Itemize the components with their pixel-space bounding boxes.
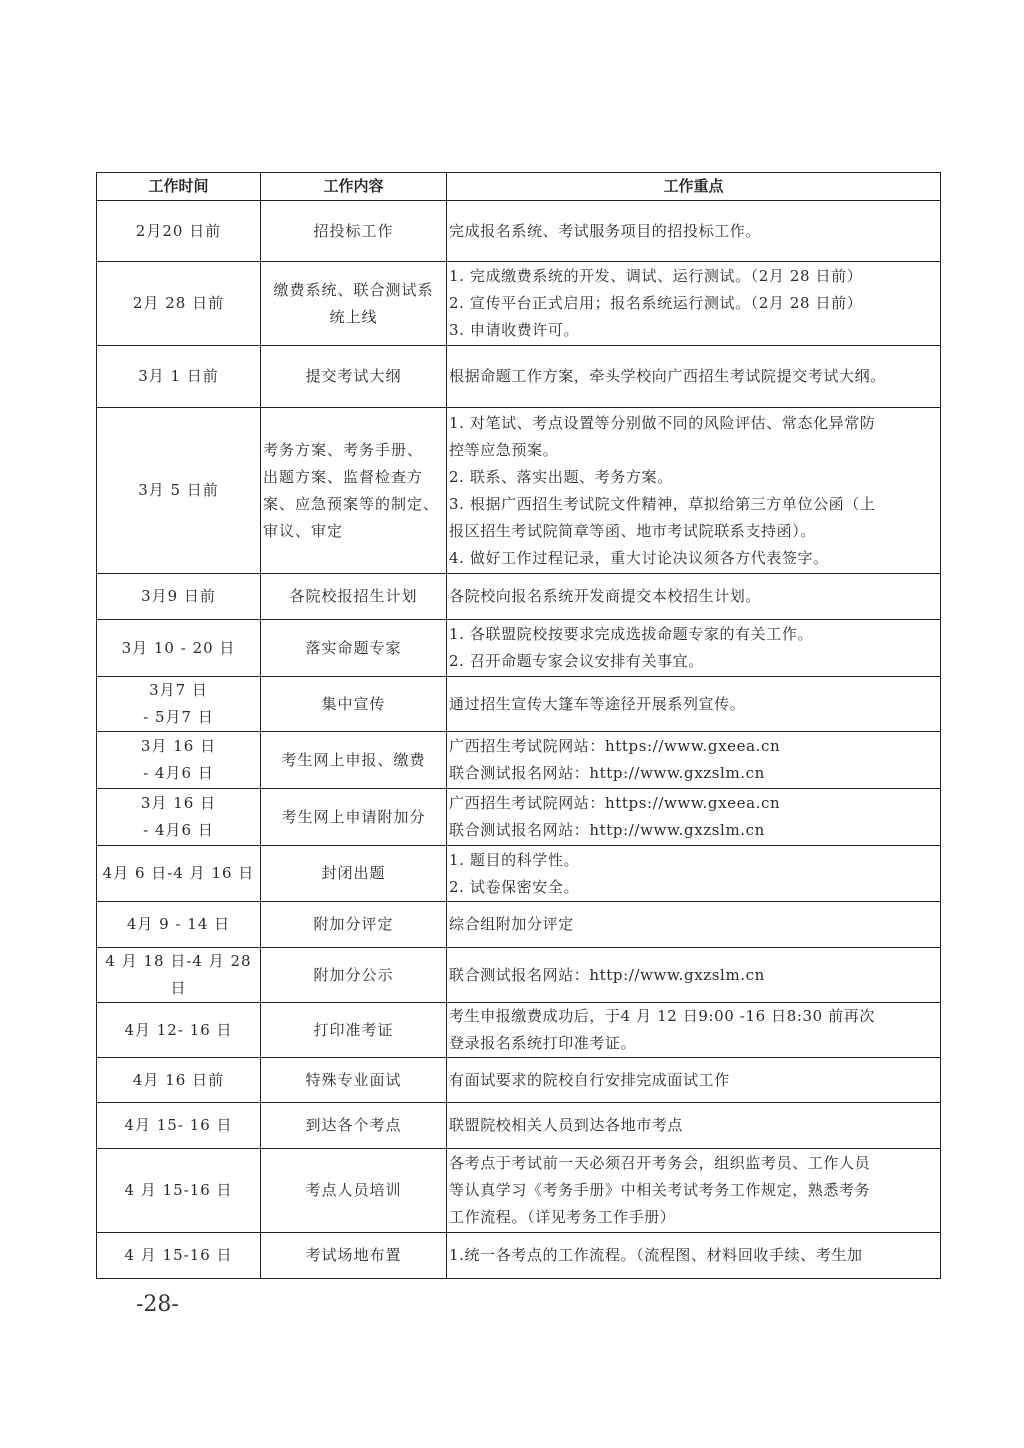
content-cell [261,346,447,408]
table-row [97,620,941,677]
time-cell [97,346,261,408]
table-row [97,732,941,789]
content-cell [261,902,447,948]
table-row [97,408,941,574]
content-line: 考务方案、考务手册、 [263,440,424,459]
work-schedule-table [96,172,941,1279]
time-line: 4 月 15-16 日 [124,1246,233,1264]
focus-cell [447,948,941,1003]
time-cell [97,620,261,677]
focus-line: 通过招生宣传大篷车等途径开展系列宣传。 [449,694,746,713]
time-cell [97,574,261,620]
focus-cell [447,1103,941,1149]
content-cell [261,1233,447,1279]
focus-line: 联合测试报名网站：http://www.gxzslm.cn [449,821,765,839]
content-line: 考生网上申请附加分 [281,807,426,826]
time-line: 3月 16 日 [140,737,217,755]
table-row [97,1058,941,1103]
time-line: 3月 16 日 [140,794,217,812]
content-line: 考生网上申报、缴费 [281,750,426,769]
time-line: 4月 6 日-4 月 16 日 [102,864,255,882]
table-row [97,262,941,346]
time-line: 4月 12- 16 日 [124,1020,233,1039]
content-cell [261,1058,447,1103]
focus-line: 综合组附加分评定 [449,915,574,933]
content-cell [261,948,447,1003]
table-row [97,677,941,732]
focus-line: 3. 申请收费许可。 [449,321,580,339]
focus-cell [447,902,941,948]
focus-line: 完成报名系统、考试服务项目的招投标工作。 [449,221,762,240]
time-line: 3月 10 - 20 日 [121,638,236,657]
focus-line: 广西招生考试院网站：https://www.gxeea.cn [449,737,781,755]
focus-line: 根据命题工作方案，牵头学校向广西招生考试院提交考试大纲。 [449,367,886,385]
content-line: 考点人员培训 [305,1181,402,1199]
time-line: 2月20 日前 [135,221,222,240]
content-line: 附加分评定 [313,915,394,933]
focus-line: 3. 根据广西招生考试院文件精神，草拟给第三方单位公函（上 [449,494,876,513]
time-line: 3月 5 日前 [138,481,219,499]
focus-line: 联合测试报名网站：http://www.gxzslm.cn [449,764,765,782]
time-line: 4 月 15-16 日 [124,1181,233,1199]
focus-cell [447,732,941,789]
table-row [97,1103,941,1149]
content-line: 案、应急预案等的制定、 [263,494,440,513]
focus-cell [447,789,941,846]
focus-line: 有面试要求的院校自行安排完成面试工作 [449,1070,730,1089]
content-line: 招投标工作 [313,221,394,240]
time-cell [97,948,261,1003]
content-cell [261,262,447,346]
focus-line: 2. 试卷保密安全。 [449,877,580,896]
time-line: 4月 15- 16 日 [124,1116,233,1134]
focus-line: 报区招生考试院简章等函、地市考试院联系支持函）。 [449,521,816,540]
time-cell [97,1149,261,1233]
focus-line: 4. 做好工作过程记录，重大讨论决议须各方代表签字。 [449,548,829,567]
focus-line: 1. 题目的科学性。 [449,850,580,869]
focus-line: 各院校向报名系统开发商提交本校招生计划。 [449,587,762,605]
time-cell [97,201,261,262]
page-number: -28- [136,1292,179,1317]
header-work-time: 工作时间 [97,173,261,201]
focus-line: 2. 联系、落实出题、考务方案。 [449,467,673,486]
content-line: 打印准考证 [313,1020,394,1039]
focus-line: 2. 宣传平台正式启用；报名系统运行测试。（2月 28 日前） [449,294,863,312]
time-cell [97,902,261,948]
time-line: - 4月6 日 [143,821,214,839]
table-row [97,574,941,620]
time-line: 3月 1 日前 [138,367,219,385]
focus-line: 1. 完成缴费系统的开发、调试、运行测试。（2月 28 日前） [449,267,863,285]
content-line: 各院校报招生计划 [289,587,418,605]
time-line: 3月9 日前 [141,587,216,605]
content-line: 缴费系统、联合测试系 [273,280,434,299]
focus-line: 联合测试报名网站：http://www.gxzslm.cn [449,965,765,984]
content-cell [261,732,447,789]
header-work-content: 工作内容 [261,173,447,201]
focus-cell [447,408,941,574]
time-cell [97,1233,261,1279]
table-row [97,346,941,408]
time-cell [97,1003,261,1058]
content-line: 封闭出题 [321,864,386,882]
content-line: 特殊专业面试 [305,1070,402,1089]
focus-cell [447,1003,941,1058]
time-cell [97,789,261,846]
time-line: 4月 16 日前 [132,1070,225,1089]
time-line: 3月7 日 [149,681,208,699]
content-line: 考试场地布置 [305,1246,402,1264]
focus-line: 控等应急预案。 [449,440,559,459]
focus-line: 工作流程。（详见考务工作手册） [449,1208,676,1226]
time-cell [97,408,261,574]
content-line: 提交考试大纲 [305,367,402,385]
table-header-row [97,173,941,201]
focus-line: 1. 各联盟院校按要求完成选拔命题专家的有关工作。 [449,625,814,643]
focus-cell [447,1233,941,1279]
table-row [97,902,941,948]
table-row [97,201,941,262]
time-cell [97,846,261,902]
focus-cell [447,346,941,408]
focus-line: 登录报名系统打印准考证。 [449,1034,637,1052]
content-line: 统上线 [329,307,378,326]
content-cell [261,789,447,846]
content-cell [261,201,447,262]
time-line: 4月 9 - 14 日 [126,915,231,933]
focus-cell [447,574,941,620]
focus-line: 2. 召开命题专家会议安排有关事宜。 [449,652,704,670]
focus-cell [447,677,941,732]
table-row [97,948,941,1003]
focus-line: 考生申报缴费成功后，于4 月 12 日9:00 -16 日8:30 前再次 [449,1007,875,1025]
time-line: - 4月6 日 [143,764,214,782]
content-line: 集中宣传 [321,694,386,713]
time-cell [97,262,261,346]
focus-line: 等认真学习《考务手册》中相关考试考务工作规定，熟悉考务 [449,1181,871,1199]
table-row [97,789,941,846]
focus-cell [447,620,941,677]
time-cell [97,677,261,732]
table-row [97,1003,941,1058]
focus-line: 联盟院校相关人员到达各地市考点 [449,1116,684,1134]
time-line: - 5月7 日 [143,708,214,726]
focus-cell [447,262,941,346]
content-line: 到达各个考点 [305,1116,402,1134]
content-cell [261,408,447,574]
focus-line: 各考点于考试前一天必须召开考务会，组织监考员、工作人员 [449,1154,871,1172]
content-cell [261,574,447,620]
content-line: 出题方案、监督检查方 [263,467,424,486]
header-work-focus: 工作重点 [447,173,941,201]
content-line: 附加分公示 [313,965,394,984]
content-line: 审议、审定 [263,521,344,540]
time-cell [97,1103,261,1149]
focus-cell [447,1058,941,1103]
content-cell [261,620,447,677]
time-line: 4 月 18 日-4 月 28 日 [105,952,252,997]
content-cell [261,1103,447,1149]
time-cell [97,1058,261,1103]
focus-line: 1. 对笔试、考点设置等分别做不同的风险评估、常态化异常防 [449,413,876,432]
time-cell [97,732,261,789]
focus-cell [447,1149,941,1233]
content-cell [261,677,447,732]
focus-cell [447,201,941,262]
table-row [97,1149,941,1233]
content-cell [261,846,447,902]
content-cell [261,1149,447,1233]
time-line: 2月 28 日前 [132,294,225,312]
table-row [97,1233,941,1279]
focus-line: 广西招生考试院网站：https://www.gxeea.cn [449,794,781,812]
table-row [97,846,941,902]
content-cell [261,1003,447,1058]
focus-cell [447,846,941,902]
content-line: 落实命题专家 [305,638,402,657]
focus-line: 1.统一各考点的工作流程。（流程图、材料回收手续、考生加 [449,1246,863,1264]
